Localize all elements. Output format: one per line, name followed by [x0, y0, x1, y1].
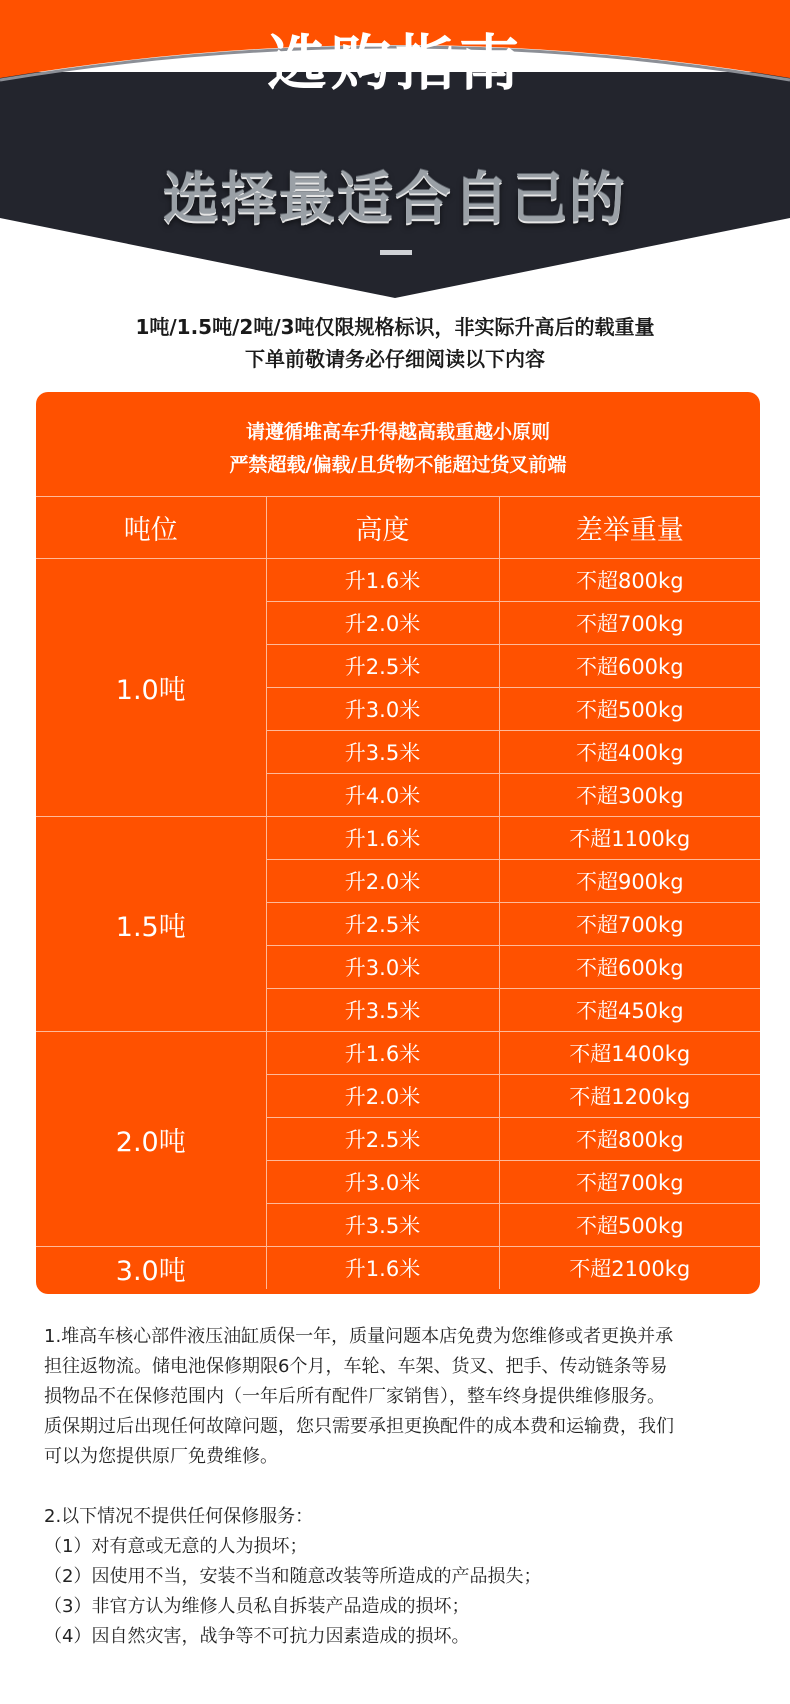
height-cell: 升3.5米: [266, 731, 499, 774]
load-cell: 不超700kg: [499, 1161, 760, 1204]
ton-cell: 1.5吨: [36, 817, 266, 1032]
load-cell: 不超300kg: [499, 774, 760, 817]
ton-cell: 3.0吨: [36, 1247, 266, 1290]
header-ton: 吨位: [36, 496, 266, 559]
load-cell: 不超800kg: [499, 1118, 760, 1161]
height-cell: 升1.6米: [266, 817, 499, 860]
warranty-notes: [44, 1322, 759, 1652]
warranty-line: 可以为您提供原厂免费维修。: [44, 1446, 278, 1467]
load-cell: 不超1200kg: [499, 1075, 760, 1118]
spec-notice: 1吨/1.5吨/2吨/3吨仅限规格标识，非实际升高后的载重量: [135, 315, 655, 339]
rule-line-1: 请遵循堆高车升得越高载重越小原则: [245, 421, 550, 443]
load-cell: 不超600kg: [499, 645, 760, 688]
rule-box: [36, 392, 760, 497]
load-cell: 不超700kg: [499, 602, 760, 645]
load-cell: 不超800kg: [499, 559, 760, 602]
height-cell: 升2.0米: [266, 602, 499, 645]
height-cell: 升3.0米: [266, 688, 499, 731]
read-notice: 下单前敬请务必仔细阅读以下内容: [245, 347, 545, 371]
exclusion-item: 2.以下情况不提供任何保修服务：: [44, 1506, 314, 1527]
height-cell: 升2.0米: [266, 860, 499, 903]
ton-cell: 2.0吨: [36, 1032, 266, 1247]
exclusion-item: （1）对有意或无意的人为损坏；: [44, 1536, 308, 1557]
page-title: 选购指南: [267, 29, 523, 99]
divider-dash: [380, 250, 412, 255]
height-cell: 升3.0米: [266, 946, 499, 989]
height-cell: 升3.5米: [266, 1204, 499, 1247]
height-cell: 升1.6米: [266, 559, 499, 602]
load-cell: 不超500kg: [499, 688, 760, 731]
warranty-line: 1.堆高车核心部件液压油缸质保一年，质量问题本店免费为您维修或者更换并承: [44, 1326, 674, 1347]
load-cell: 不超2100kg: [499, 1247, 760, 1290]
load-cell: 不超600kg: [499, 946, 760, 989]
height-cell: 升2.5米: [266, 1118, 499, 1161]
load-cell: 不超1100kg: [499, 817, 760, 860]
warranty-line: 担往返物流。储电池保修期限6个月，车轮、车架、货叉、把手、传动链条等易: [44, 1356, 668, 1377]
spec-table-body: [36, 559, 760, 1290]
header-banner: [0, 0, 790, 300]
height-cell: 升2.5米: [266, 645, 499, 688]
height-cell: 升2.5米: [266, 903, 499, 946]
load-cell: 不超700kg: [499, 903, 760, 946]
exclusion-item: （2）因使用不当，安装不当和随意改装等所造成的产品损失；: [44, 1566, 542, 1587]
spec-table: [36, 496, 760, 1289]
height-cell: 升1.6米: [266, 1247, 499, 1290]
warranty-line: 质保期过后出现任何故障问题，您只需要承担更换配件的成本费和运输费，我们: [44, 1416, 674, 1437]
warranty-line: 损物品不在保修范围内（一年后所有配件厂家销售），整车终身提供维修服务。: [44, 1386, 665, 1407]
height-cell: 升4.0米: [266, 774, 499, 817]
table-row: [36, 559, 760, 602]
warranty-paragraph: [44, 1322, 759, 1472]
page-subtitle: 选择最适合自己的: [163, 167, 627, 232]
height-cell: 升3.0米: [266, 1161, 499, 1204]
height-cell: 升2.0米: [266, 1075, 499, 1118]
load-cell: 不超1400kg: [499, 1032, 760, 1075]
table-row: [36, 1247, 760, 1290]
rule-line-2: 严禁超载/偏载/且货物不能超过货叉前端: [229, 454, 567, 476]
table-header-row: [36, 496, 760, 559]
spec-card: [36, 392, 760, 1294]
load-cell: 不超900kg: [499, 860, 760, 903]
height-cell: 升1.6米: [266, 1032, 499, 1075]
header-height: 高度: [266, 496, 499, 559]
table-row: [36, 817, 760, 860]
exclusion-item: （3）非官方认为维修人员私自拆装产品造成的损坏；: [44, 1596, 470, 1617]
header-load: 差举重量: [499, 496, 760, 559]
load-cell: 不超450kg: [499, 989, 760, 1032]
ton-cell: 1.0吨: [36, 559, 266, 817]
load-cell: 不超500kg: [499, 1204, 760, 1247]
load-cell: 不超400kg: [499, 731, 760, 774]
table-row: [36, 1032, 760, 1075]
height-cell: 升3.5米: [266, 989, 499, 1032]
exclusion-item: （4）因自然灾害，战争等不可抗力因素造成的损坏。: [44, 1626, 470, 1647]
exclusions-list: [44, 1502, 759, 1652]
